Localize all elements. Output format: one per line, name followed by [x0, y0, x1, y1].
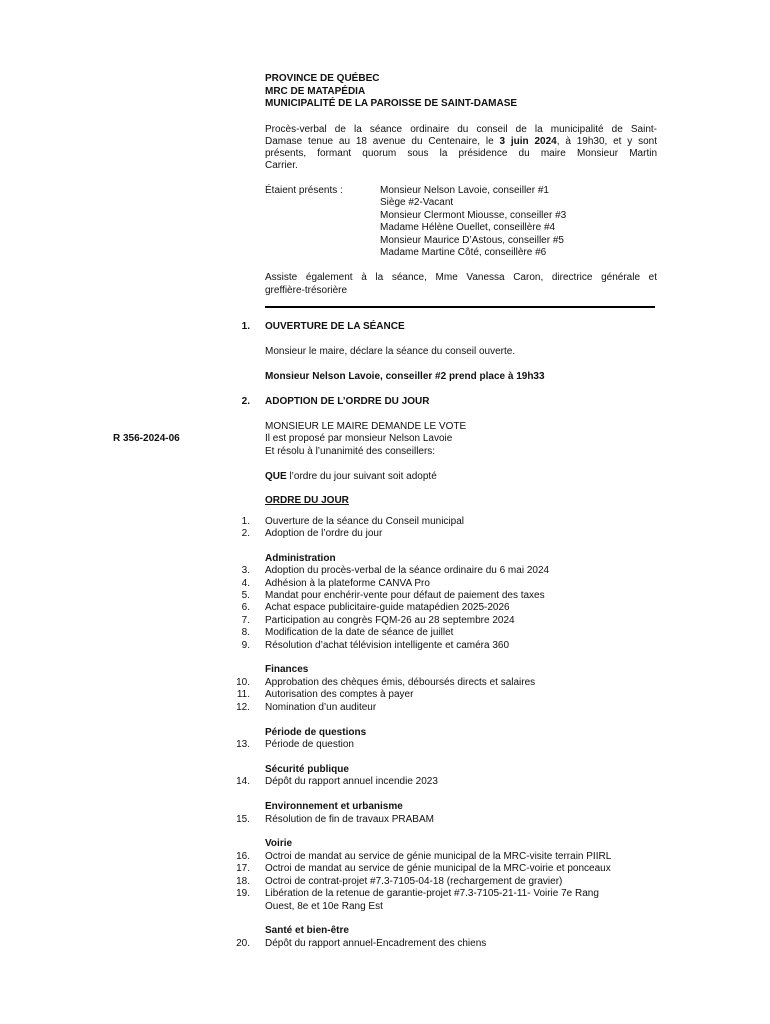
agenda-item-number: 9.	[241, 640, 250, 651]
agenda-section-voirie: Voirie	[265, 838, 293, 849]
agenda-section-questions: Période de questions	[265, 727, 367, 738]
vote-line-2: Il est proposé par monsieur Nelson Lavoie	[265, 433, 453, 444]
agenda-item-continuation: Ouest, 8e et 10e Rang Est	[265, 901, 383, 912]
agenda-item-number: 17.	[236, 863, 250, 874]
agenda-item: Période de question	[265, 739, 354, 750]
agenda-item: Adoption du procès-verbal de la séance ordinaire du 6 mai 2024	[265, 565, 550, 576]
header-province: PROVINCE DE QUÉBEC	[265, 73, 380, 84]
intro-line-2: Damase tenue au 18 avenue du Centenaire, le 3 juin 2024, à 19h30, et y sont	[265, 136, 658, 147]
agenda-item-number: 12.	[236, 702, 250, 713]
intro-line-1: Procès-verbal de la séance ordinaire du conseil de la municipalité de Saint-	[265, 124, 657, 135]
agenda-item: Adoption de l’ordre du jour	[265, 528, 383, 539]
section-1-title: OUVERTURE DE LA SÉANCE	[265, 321, 405, 332]
section-1-text: Monsieur le maire, déclare la séance du conseil ouverte.	[265, 346, 516, 357]
presents-member: Siège #2-Vacant	[380, 197, 454, 208]
agenda-item-number: 6.	[241, 602, 250, 613]
presents-label: Étaient présents :	[265, 185, 343, 196]
agenda-heading: ORDRE DU JOUR	[265, 495, 349, 506]
agenda-item: Adhésion à la plateforme CANVA Pro	[265, 578, 430, 589]
section-1-note: Monsieur Nelson Lavoie, conseiller #2 prend place à 19h33	[265, 371, 545, 382]
presents-member: Madame Hélène Ouellet, conseillère #4	[380, 222, 556, 233]
agenda-item-number: 11.	[236, 689, 250, 700]
agenda-item-number: 13.	[236, 739, 250, 750]
agenda-item-number: 5.	[241, 590, 250, 601]
presents-member: Monsieur Maurice D’Astous, conseiller #5	[380, 235, 564, 246]
agenda-item: Participation au congrès FQM-26 au 28 septembre 2024	[265, 615, 515, 626]
agenda-item: Résolution d’achat télévision intelligente et caméra 360	[265, 640, 510, 651]
presents-member: Monsieur Nelson Lavoie, conseiller #1	[380, 185, 549, 196]
agenda-item: Libération de la retenue de garantie-projet #7.3-7105-21-11- Voirie 7e Rang	[265, 888, 599, 899]
vote-line-3: Et résolu à l’unanimité des conseillers:	[265, 446, 436, 457]
section-1-number: 1.	[241, 321, 250, 332]
section-2-number: 2.	[241, 396, 250, 407]
intro-line-4: Carrier.	[265, 160, 298, 171]
agenda-item-number: 3.	[241, 565, 250, 576]
agenda-item-number: 10.	[236, 677, 250, 688]
meeting-date: 3 juin 2024	[499, 136, 557, 147]
resolution-id: R 356-2024-06	[113, 433, 180, 444]
section-2-title: ADOPTION DE L’ORDRE DU JOUR	[265, 396, 430, 407]
agenda-item: Achat espace publicitaire-guide matapédien 2025-2026	[265, 602, 510, 613]
assiste-line-1: Assiste également à la séance, Mme Vanessa Caron, directrice générale et	[265, 272, 657, 283]
agenda-section-finances: Finances	[265, 664, 309, 675]
que-line: QUE l’ordre du jour suivant soit adopté	[265, 471, 437, 482]
agenda-section-securite: Sécurité publique	[265, 764, 349, 775]
presents-member: Monsieur Clermont Miousse, conseiller #3	[380, 210, 567, 221]
agenda-item: Octroi de mandat au service de génie municipal de la MRC-visite terrain PIIRL	[265, 851, 612, 862]
agenda-item: Dépôt du rapport annuel incendie 2023	[265, 776, 438, 787]
agenda-item-number: 16.	[236, 851, 250, 862]
agenda-item: Modification de la date de séance de juillet	[265, 627, 454, 638]
agenda-section-sante: Santé et bien-être	[265, 925, 349, 936]
intro-line-3: présents, formant quorum sous la présidence du maire Monsieur Martin	[265, 148, 657, 159]
agenda-item-number: 20.	[236, 938, 250, 949]
presents-member: Madame Martine Côté, conseillère #6	[380, 247, 547, 258]
header-municipalite: MUNICIPALITÉ DE LA PAROISSE DE SAINT-DAMASE	[265, 98, 518, 109]
agenda-item: Approbation des chèques émis, déboursés directs et salaires	[265, 677, 536, 688]
agenda-item: Résolution de fin de travaux PRABAM	[265, 814, 434, 825]
agenda-item-number: 18.	[236, 876, 250, 887]
assiste-line-2: greffière-trésorière	[265, 285, 348, 296]
header-mrc: MRC DE MATAPÉDIA	[265, 86, 366, 97]
agenda-item-number: 15.	[236, 814, 250, 825]
agenda-item-number: 1.	[241, 516, 250, 527]
agenda-item-number: 2.	[241, 528, 250, 539]
agenda-item-number: 14.	[236, 776, 250, 787]
agenda-item: Octroi de contrat-projet #7.3-7105-04-18 (rechargement de gravier)	[265, 876, 563, 887]
horizontal-rule	[265, 306, 655, 308]
agenda-item: Ouverture de la séance du Conseil municipal	[265, 516, 464, 527]
agenda-section-administration: Administration	[265, 553, 336, 564]
agenda-item-number: 19.	[236, 888, 250, 899]
vote-line-1: MONSIEUR LE MAIRE DEMANDE LE VOTE	[265, 421, 467, 432]
agenda-item-number: 7.	[241, 615, 250, 626]
agenda-item: Nomination d’un auditeur	[265, 702, 377, 713]
agenda-item-number: 8.	[241, 627, 250, 638]
agenda-item: Mandat pour enchérir-vente pour défaut de paiement des taxes	[265, 590, 545, 601]
agenda-item: Autorisation des comptes à payer	[265, 689, 414, 700]
agenda-item: Dépôt du rapport annuel-Encadrement des chiens	[265, 938, 487, 949]
agenda-section-environnement: Environnement et urbanisme	[265, 801, 403, 812]
agenda-item: Octroi de mandat au service de génie municipal de la MRC-voirie et ponceaux	[265, 863, 611, 874]
que-bold: QUE	[265, 471, 287, 482]
agenda-item-number: 4.	[241, 578, 250, 589]
